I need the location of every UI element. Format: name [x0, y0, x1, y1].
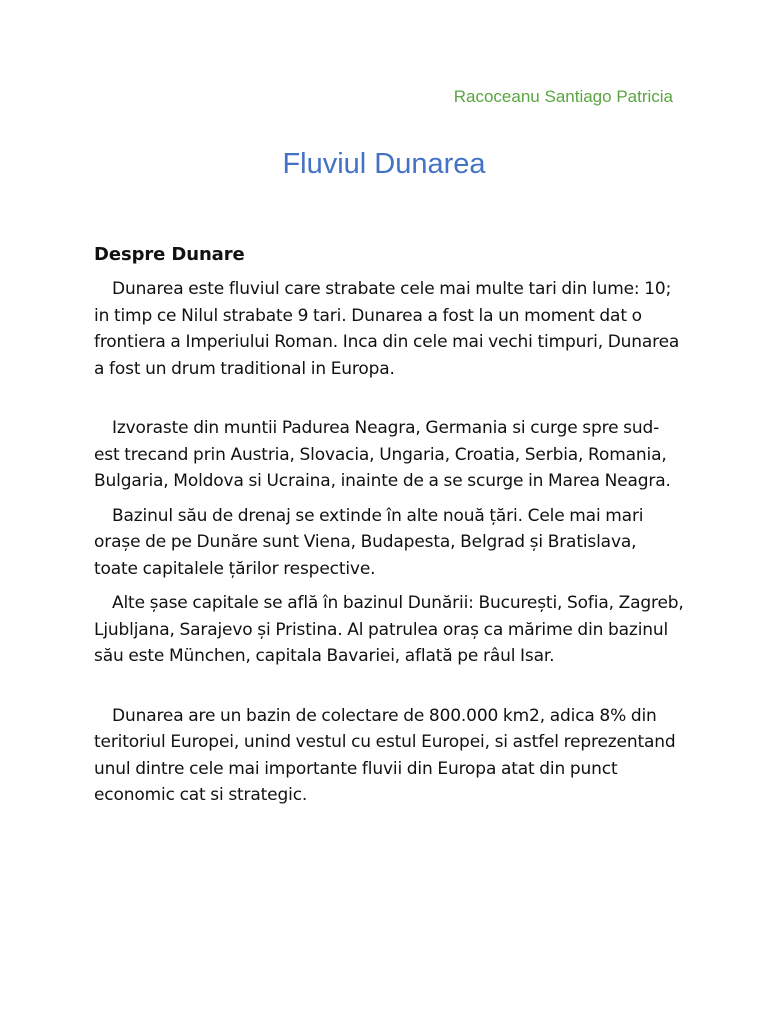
paragraph-basin: Bazinul său de drenaj se extinde în alte nouă țări. Cele mai mari orașe de pe Dunăre sunt Viena, Budapesta, Belgrad și Bratislava, toate capitalele țărilor respective. [94, 505, 644, 579]
author-name: Racoceanu Santiago Patricia [453, 87, 673, 106]
paragraph-source: Izvoraste din muntii Padurea Neagra, Germania si curge spre sud-est trecand prin Austria, Slovacia, Ungaria, Croatia, Serbia, Romania, Bulgaria, Moldova si Ucraina, inainte de a se scurge in Marea Neagra. [94, 418, 671, 491]
paragraph-capitals: Alte șase capitale se află în bazinul Dunării: București, Sofia, Zagreb, Ljubljana, Sarajevo și Pristina. Al patrulea oraș ca mărime din bazinul său este München, capitala Bavariei, aflată pe râul Isar. [94, 593, 684, 666]
paragraph-intro: Dunarea este fluviul care strabate cele mai multe tari din lume: 10; in timp ce Nilul strabate 9 tari. Dunarea a fost la un moment dat o frontiera a Imperiului Roman. Inca din cele mai vechi timpuri, Dunarea a fost un drum traditional in Europa. [94, 279, 680, 379]
document-title: Fluviul Dunarea [282, 148, 486, 180]
document-body [94, 241, 684, 809]
paragraph-catchment: Dunarea are un bazin de colectare de 800.000 km2, adica 8% din teritoriul Europei, unind vestul cu estul Europei, si astfel reprezentand unul dintre cele mai importante fluvii din Europa atat din punct economic cat si strategic. [94, 705, 676, 805]
section-heading: Despre Dunare [94, 244, 245, 265]
